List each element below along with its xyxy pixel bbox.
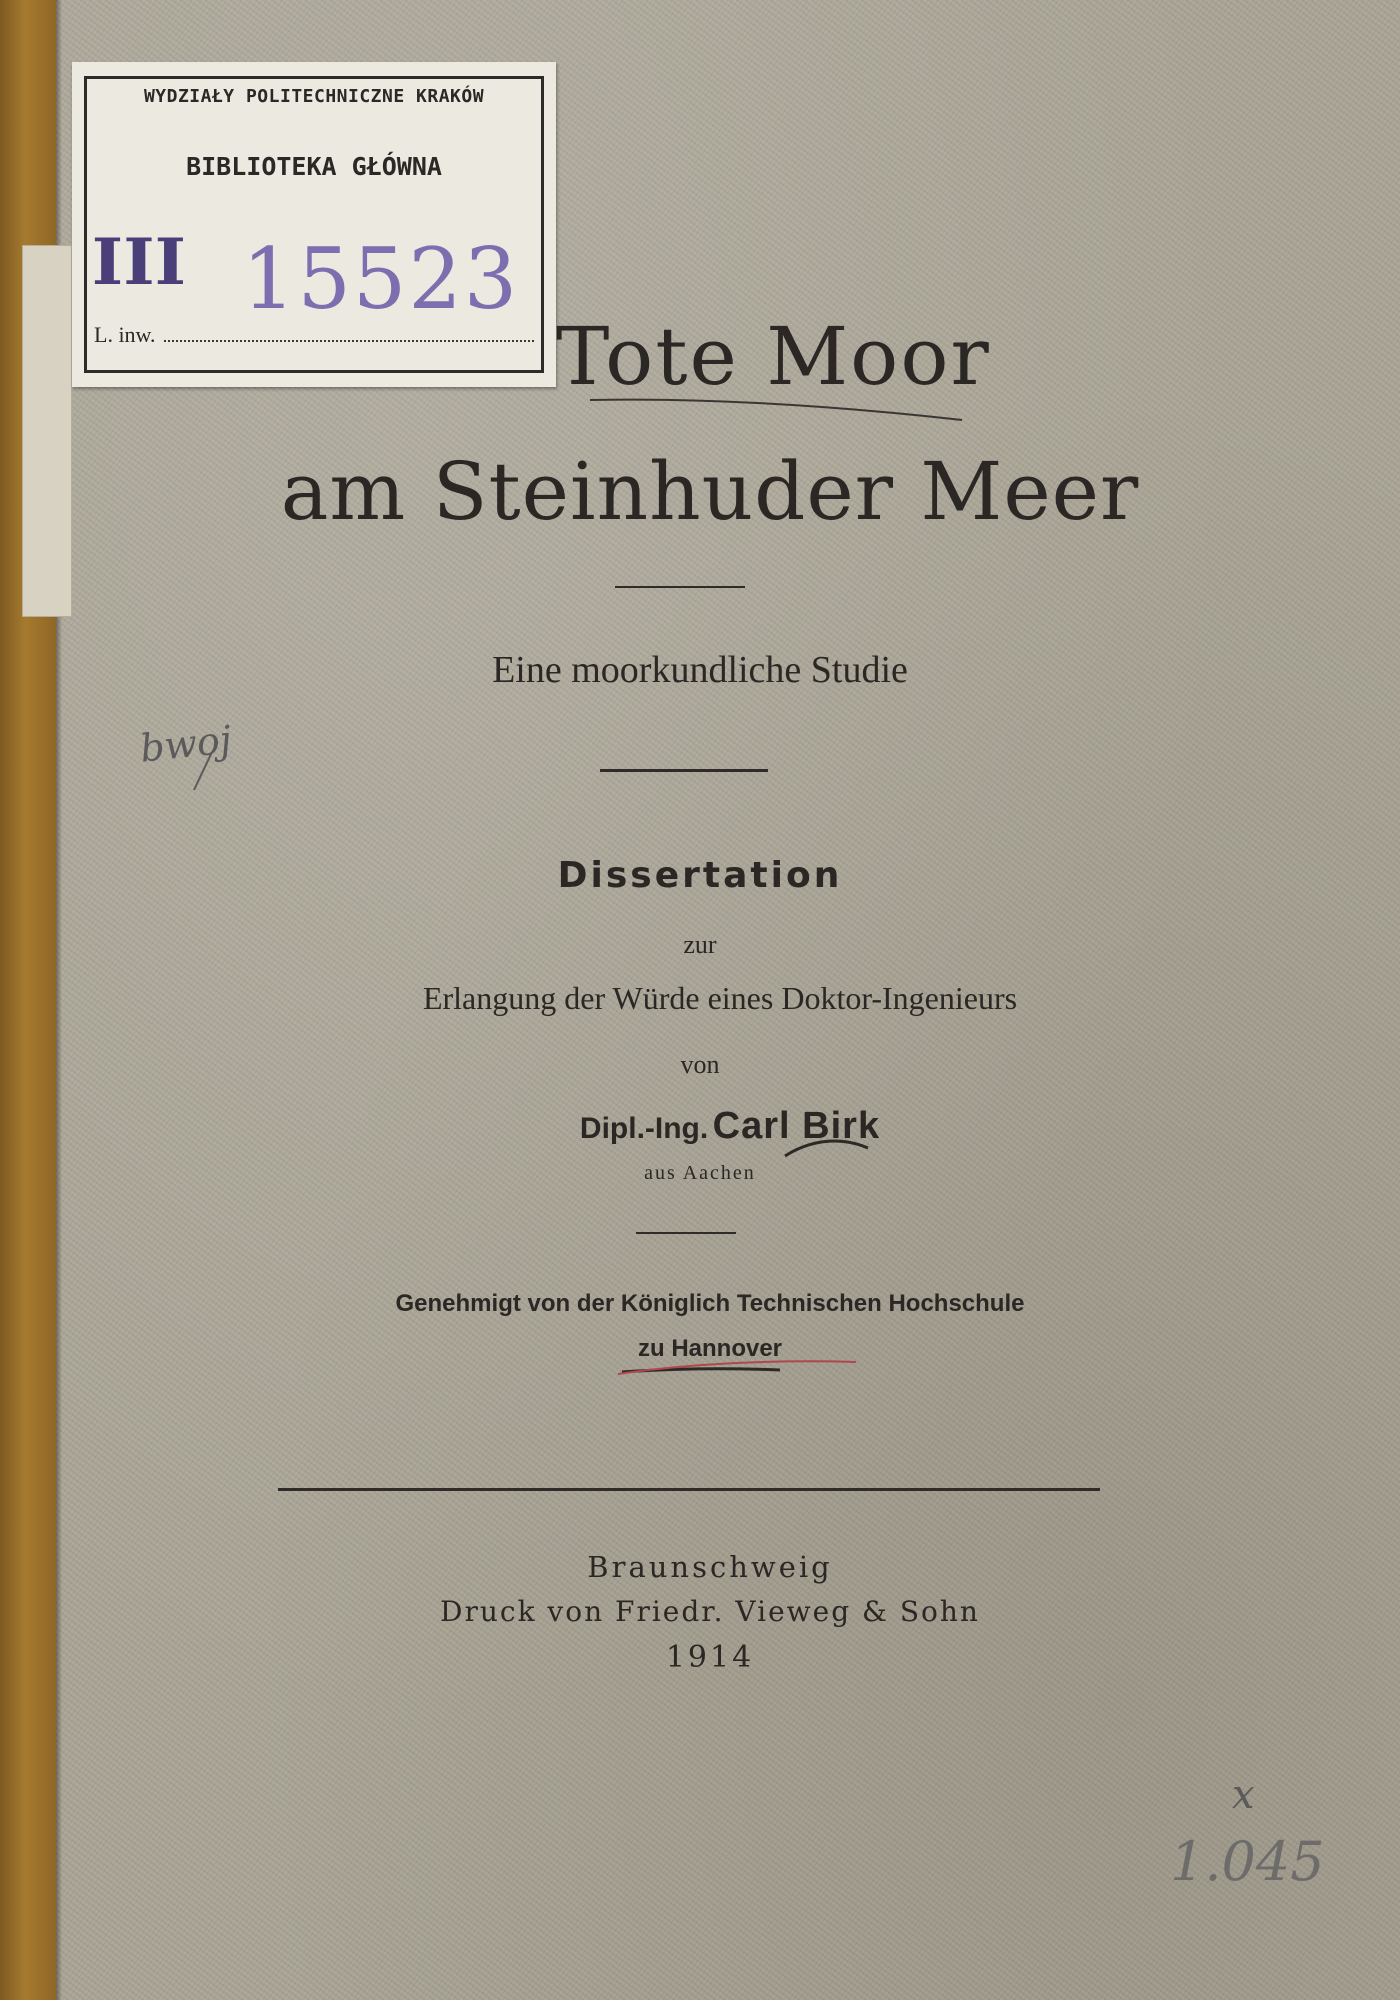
title-line-2: am Steinhuder Meer [280, 445, 1140, 538]
dissertation-purpose: Erlangung der Würde eines Doktor-Ingenieurs [422, 980, 1018, 1016]
author-prefix: Dipl.-Ing. [579, 1112, 709, 1145]
approval-line-2: zu Hannover [637, 1335, 783, 1362]
title-underline [590, 400, 962, 420]
inventory-prefix: L. inw. [94, 322, 156, 347]
dissertation-heading: Dissertation [557, 855, 843, 896]
inventory-number-stamp: 15523 [242, 230, 520, 328]
label-institution: WYDZIAŁY POLITECHNICZNE KRAKÓW [143, 86, 485, 107]
author-surname-underline [785, 1141, 868, 1156]
subtitle: Eine moorkundliche Studie [492, 649, 908, 691]
pencil-shelf-number: 1.045 [1170, 1830, 1325, 1893]
dissertation-zur: zur [683, 930, 717, 959]
title-line-1: Tote Moor [556, 310, 991, 403]
author-origin: aus Aachen [644, 1162, 756, 1184]
label-roman-numeral: III [91, 225, 187, 300]
pencil-note-left: bwoj [137, 717, 234, 771]
pencil-mark-x: x [1232, 1772, 1255, 1818]
imprint-city: Braunschweig [587, 1550, 833, 1584]
approval-line-1: Genehmigt von der Königlich Technischen Hochschule [395, 1290, 1025, 1317]
author-name: Carl Birk [712, 1105, 881, 1147]
imprint-printer: Druck von Friedr. Vieweg & Sohn [440, 1595, 980, 1628]
label-library-name: BIBLIOTEKA GŁÓWNA [186, 152, 442, 181]
dissertation-von: von [680, 1050, 720, 1079]
pencil-tick-left [194, 752, 212, 790]
imprint-year: 1914 [665, 1640, 755, 1675]
